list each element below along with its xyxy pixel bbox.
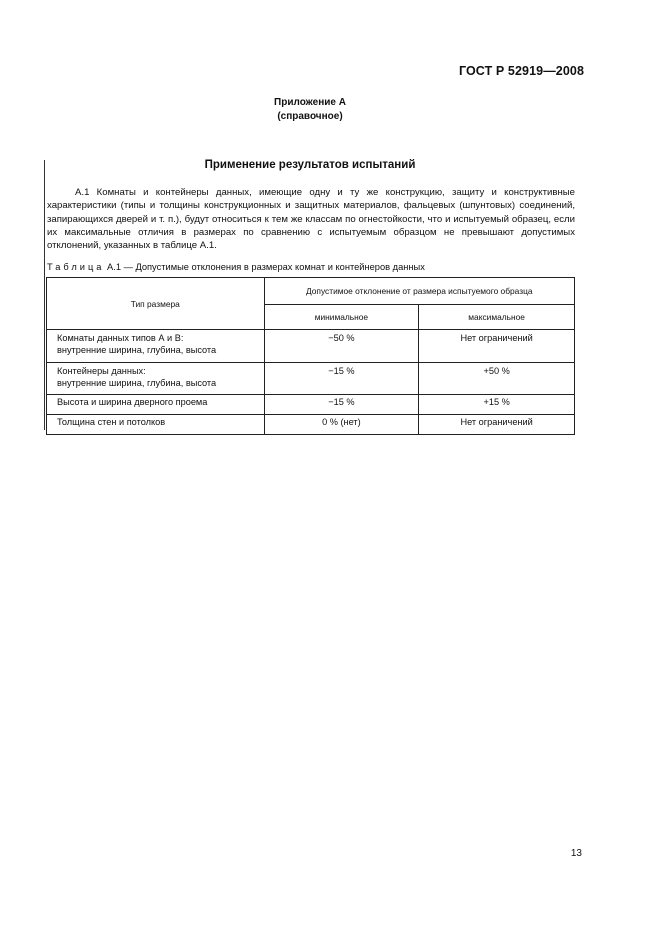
body-paragraph: А.1 Комнаты и контейнеры данных, имеющие одну и ту же конструкцию, защиту и конструктивные характеристики (типы и толщины конструкционных и защитных материалов, фальцевых (шпунтовых) соединений, запирающихся дверей и т. п.), будут относиться к тем же классам по огнестойкости, что и испытуемый образец, если их максимальные отличия в размерах по сравнению с испытуемым образцом не превышают допустимых отклонений, указанных в таблице А.1. <box>47 187 575 252</box>
appendix-heading <box>0 96 620 124</box>
row-max-cell: Нет ограничений <box>419 415 575 435</box>
row-type-line: внутренние ширина, глубина, высота <box>57 377 217 388</box>
table-header-row <box>47 278 575 305</box>
row-type-line: Контейнеры данных: <box>57 366 146 376</box>
appendix-subtitle: (справочное) <box>277 111 343 122</box>
table-caption <box>47 262 425 272</box>
row-min-cell: −50 % <box>264 330 419 363</box>
header-max: максимальное <box>419 305 575 330</box>
row-min-cell: −15 % <box>264 363 419 395</box>
row-type-cell <box>47 363 265 395</box>
section-title: Применение результатов испытаний <box>204 159 416 171</box>
row-type-line: внутренние ширина, глубина, высота <box>57 344 217 355</box>
table-caption-word: Таблица <box>47 262 105 272</box>
revision-margin-bar <box>44 160 45 430</box>
row-min-cell: −15 % <box>264 395 419 415</box>
row-max-cell: +50 % <box>419 363 575 395</box>
row-max-cell: +15 % <box>419 395 575 415</box>
table-row <box>47 363 575 395</box>
header-deviation-group: Допустимое отклонение от размера испытуемого образца <box>264 278 574 305</box>
standard-code: ГОСТ Р 52919—2008 <box>458 64 584 78</box>
page-number: 13 <box>570 848 582 859</box>
row-type-cell: Высота и ширина дверного проема <box>47 395 265 415</box>
row-type-cell <box>47 330 265 363</box>
row-type-line: Комнаты данных типов А и В: <box>57 333 184 343</box>
table-caption-text: А.1 — Допустимые отклонения в размерах комнат и контейнеров данных <box>104 262 425 272</box>
row-max-cell: Нет ограничений <box>419 330 575 363</box>
appendix-title: Приложение А <box>274 97 346 108</box>
header-type: Тип размера <box>47 278 265 330</box>
row-min-cell: 0 % (нет) <box>264 415 419 435</box>
header-min: минимальное <box>264 305 419 330</box>
deviation-table <box>46 277 575 435</box>
table-row <box>47 395 575 415</box>
table-row <box>47 330 575 363</box>
table-row <box>47 415 575 435</box>
row-type-cell: Толщина стен и потолков <box>47 415 265 435</box>
